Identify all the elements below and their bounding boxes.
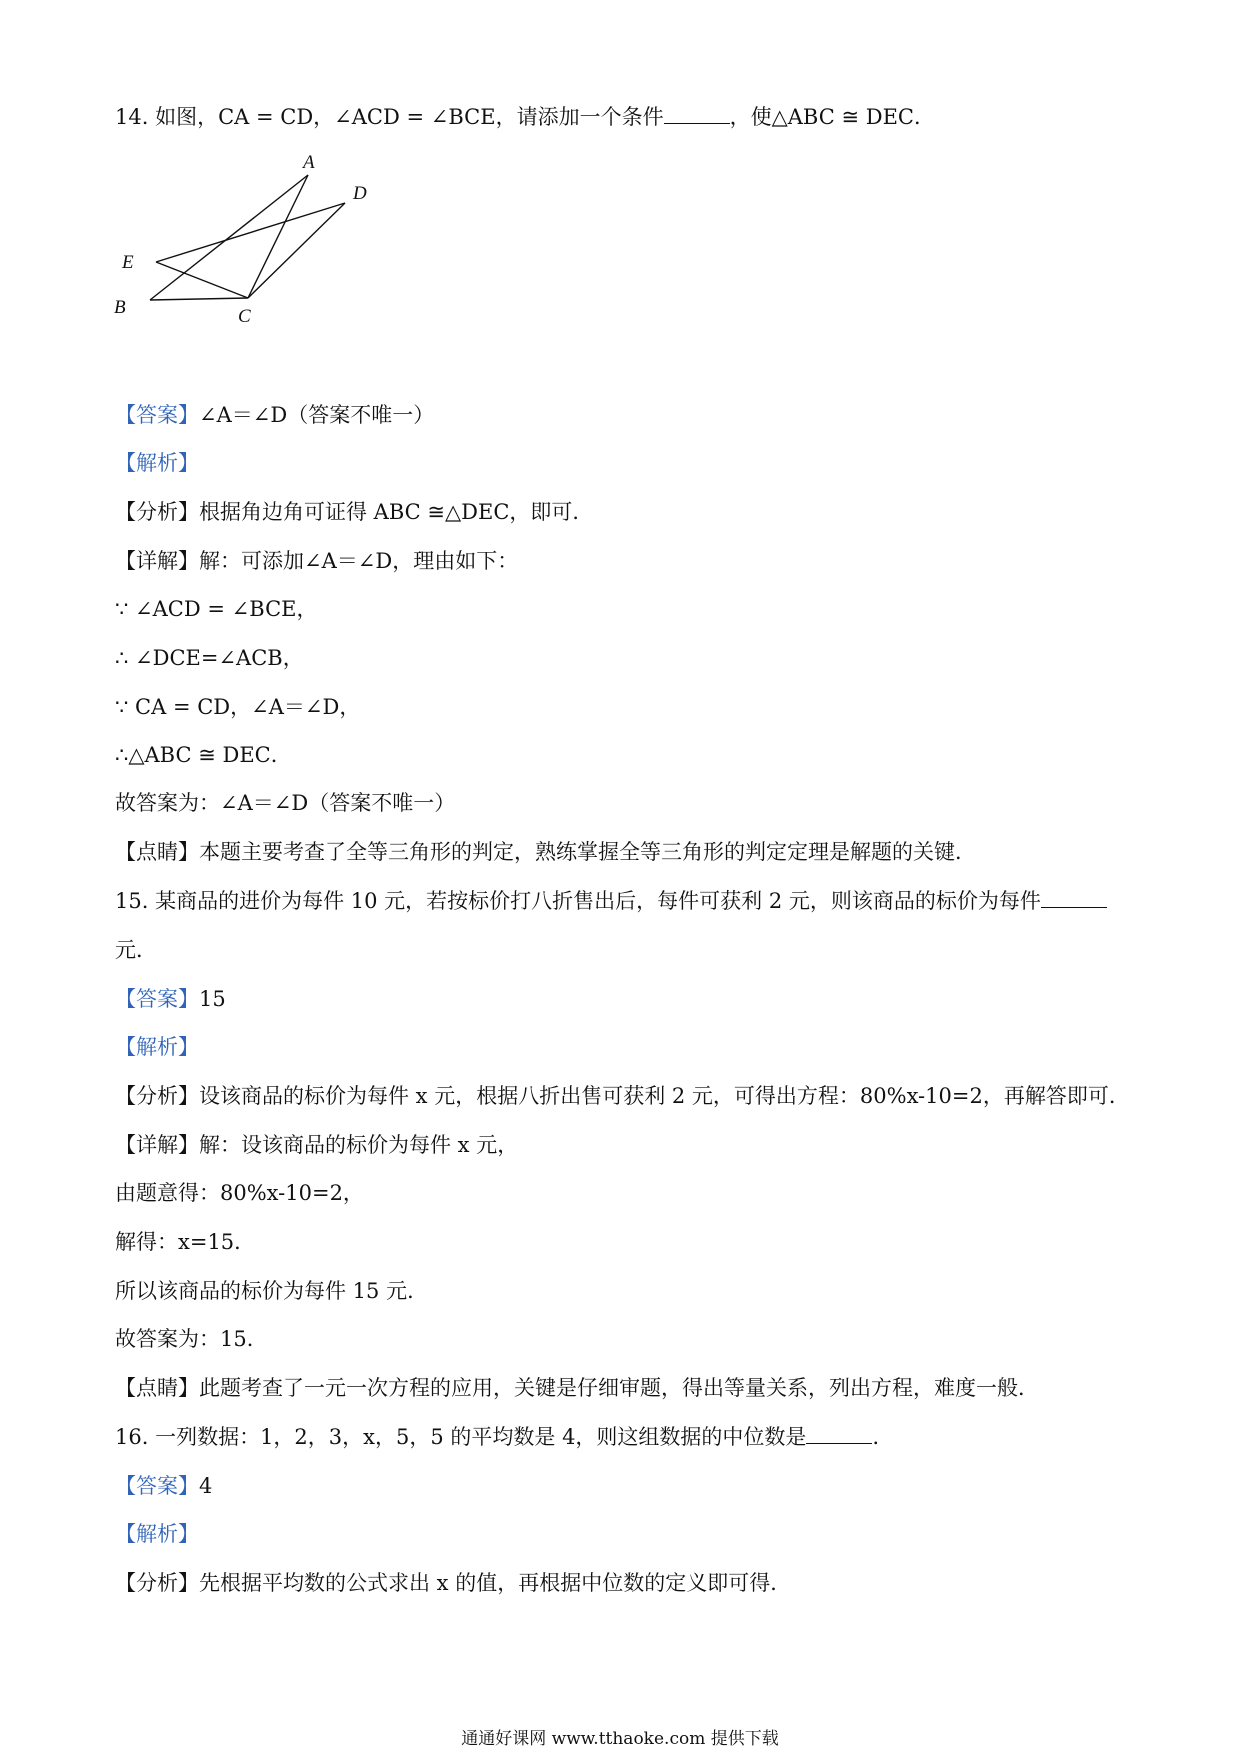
- q14-answer-blank: [664, 103, 730, 124]
- segment-ab: [150, 175, 308, 300]
- page-footer: 通通好课网 www.tthaoke.com 提供下载: [461, 1729, 779, 1749]
- label-b: B: [114, 297, 126, 318]
- q15-xiangjie: 【详解】解：设该商品的标价为每件 x 元，: [115, 1133, 519, 1157]
- q15-answer-tag: 【答案】: [115, 987, 199, 1011]
- q14-step3: ∵ CA = CD，∠A＝∠D，: [115, 695, 361, 719]
- q15-answer-value: 15: [199, 987, 226, 1011]
- label-e: E: [122, 252, 134, 273]
- q15-step3: 所以该商品的标价为每件 15 元．: [115, 1279, 429, 1303]
- q15-question-line2: 元．: [115, 938, 157, 962]
- q14-step2: ∴ ∠DCE=∠ACB，: [115, 646, 304, 670]
- q14-fenxi: 【分析】根据角边角可证得 ABC ≅△DEC，即可．: [115, 500, 594, 524]
- q16-answer: [115, 1471, 1135, 1501]
- q14-dianjing: 【点睛】本题主要考查了全等三角形的判定，熟练掌握全等三角形的判定定理是解题的关键．: [115, 840, 976, 864]
- q14-question-tail: ，使△ABC ≅ DEC．: [729, 105, 935, 129]
- q14-question-text: 14. 如图，CA = CD，∠ACD = ∠BCE，请添加一个条件: [115, 105, 664, 129]
- q14-step4: ∴△ABC ≅ DEC．: [115, 743, 292, 767]
- q16-question: [115, 1422, 1135, 1452]
- segment-ec: [156, 262, 248, 298]
- segment-ed: [156, 203, 345, 262]
- label-d: D: [353, 183, 367, 204]
- segment-bc: [150, 298, 248, 300]
- q14-analysis-tag: 【解析】: [115, 451, 199, 475]
- q15-step2: 解得：x=15．: [115, 1230, 256, 1254]
- q15-question-text: 15. 某商品的进价为每件 10 元，若按标价打八折售出后，每件可获利 2 元，则该商品的标价为每件: [115, 889, 1041, 913]
- q14-geometry-figure: [110, 150, 380, 340]
- q15-answer: [115, 984, 1135, 1014]
- q14-step1: ∵ ∠ACD = ∠BCE，: [115, 597, 318, 621]
- q15-answer-blank: [1041, 887, 1107, 908]
- segment-ac: [248, 175, 308, 298]
- q16-analysis-tag: 【解析】: [115, 1522, 199, 1546]
- q15-question: [115, 886, 1135, 916]
- label-c: C: [238, 306, 251, 327]
- q14-answer: [115, 400, 1135, 430]
- q14-question: [115, 102, 1135, 132]
- q16-question-text: 16. 一列数据：1，2，3，x，5，5 的平均数是 4，则这组数据的中位数是: [115, 1425, 807, 1449]
- q16-answer-tag: 【答案】: [115, 1474, 199, 1498]
- q14-xiangjie: 【详解】解：可添加∠A＝∠D，理由如下：: [115, 549, 519, 573]
- q16-fenxi: 【分析】先根据平均数的公式求出 x 的值，再根据中位数的定义即可得．: [115, 1571, 792, 1595]
- q15-fenxi: 【分析】设该商品的标价为每件 x 元，根据八折出售可获利 2 元，可得出方程：80%x-10=2，再解答即可．: [115, 1084, 1130, 1108]
- q15-dianjing: 【点睛】此题考查了一元一次方程的应用，关键是仔细审题，得出等量关系，列出方程，难度一般．: [115, 1376, 1039, 1400]
- q14-answer-tag: 【答案】: [115, 403, 199, 427]
- q16-answer-blank: [806, 1423, 872, 1444]
- segment-dc: [248, 203, 345, 298]
- q15-analysis-tag: 【解析】: [115, 1035, 199, 1059]
- q14-answer-value: ∠A＝∠D（答案不唯一）: [199, 403, 435, 427]
- label-a: A: [303, 152, 315, 173]
- q15-conclusion: 故答案为：15．: [115, 1327, 268, 1351]
- q16-answer-value: 4: [199, 1474, 213, 1498]
- q14-conclusion: 故答案为：∠A＝∠D（答案不唯一）: [115, 791, 456, 815]
- q15-step1: 由题意得：80%x-10=2，: [115, 1181, 364, 1205]
- q16-question-tail: ．: [872, 1425, 894, 1449]
